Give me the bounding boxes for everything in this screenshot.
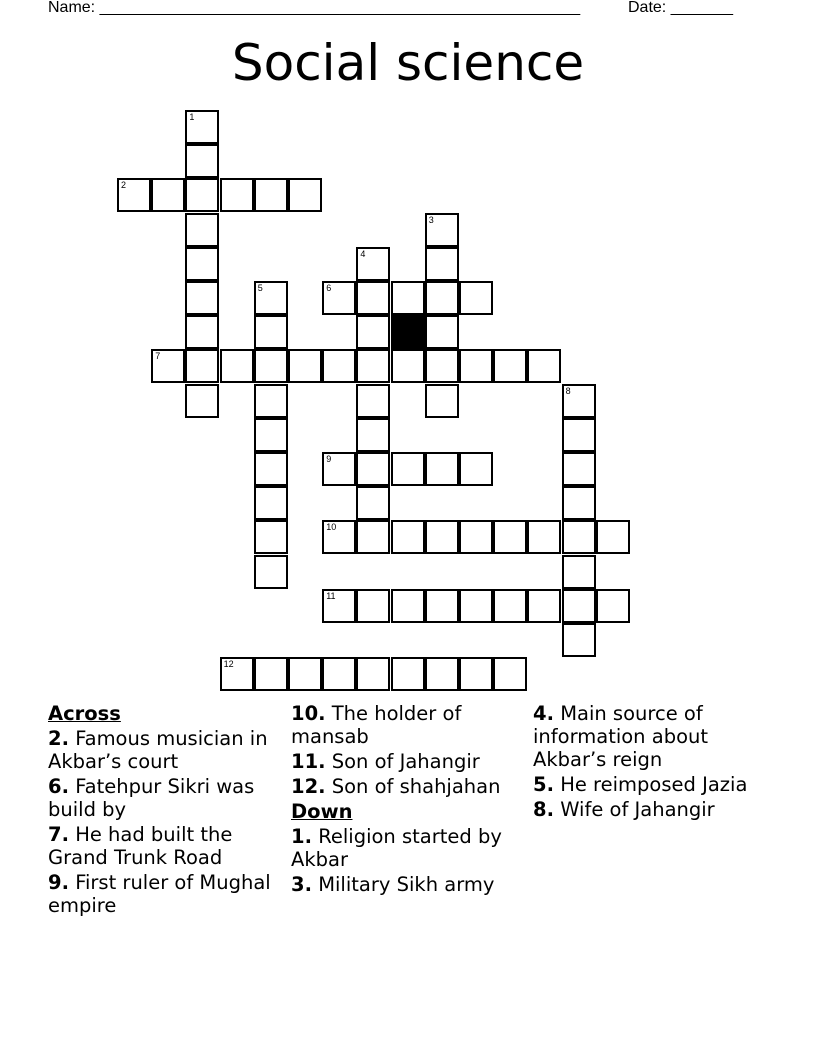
crossword-cell[interactable] <box>254 520 288 554</box>
clue-number: 1. <box>291 825 312 848</box>
crossword-cell[interactable] <box>425 384 459 418</box>
crossword-cell[interactable] <box>254 349 288 383</box>
crossword-cell[interactable] <box>356 247 390 281</box>
crossword-cell[interactable] <box>356 657 390 691</box>
crossword-cell[interactable] <box>527 349 561 383</box>
clue-number: 2. <box>48 727 69 750</box>
crossword-cell[interactable] <box>562 486 596 520</box>
clue-across-9 <box>48 871 278 917</box>
clue-number-label: 9 <box>326 454 332 464</box>
crossword-cell[interactable] <box>322 589 356 623</box>
crossword-cell[interactable] <box>425 213 459 247</box>
crossword-cell[interactable] <box>425 349 459 383</box>
crossword-cell[interactable] <box>493 589 527 623</box>
crossword-cell[interactable] <box>356 589 390 623</box>
crossword-cell[interactable] <box>185 349 219 383</box>
crossword-cell[interactable] <box>288 657 322 691</box>
clues-column-3 <box>533 702 773 823</box>
crossword-cell[interactable] <box>459 281 493 315</box>
clue-text: Fatehpur Sikri was build by <box>48 775 255 821</box>
crossword-cell[interactable] <box>185 144 219 178</box>
clue-number: 10. <box>291 702 326 725</box>
clue-number: 7. <box>48 823 69 846</box>
crossword-cell[interactable] <box>425 281 459 315</box>
crossword-cell[interactable] <box>322 520 356 554</box>
across-heading: Across <box>48 702 121 725</box>
crossword-cell[interactable] <box>356 384 390 418</box>
clue-number: 11. <box>291 750 326 773</box>
crossword-cell[interactable] <box>356 281 390 315</box>
crossword-cell[interactable] <box>356 486 390 520</box>
crossword-cell[interactable] <box>185 315 219 349</box>
clue-down-8 <box>533 798 773 821</box>
crossword-cell[interactable] <box>322 657 356 691</box>
clue-text: Main source of information about Akbar’s reign <box>533 702 709 771</box>
crossword-cell[interactable] <box>254 657 288 691</box>
clue-across-11 <box>291 750 526 773</box>
crossword-cell[interactable] <box>254 178 288 212</box>
crossword-cell[interactable] <box>527 520 561 554</box>
crossword-cell[interactable] <box>562 555 596 589</box>
clue-number: 3. <box>291 873 312 896</box>
clue-across-6 <box>48 775 278 821</box>
crossword-cell[interactable] <box>185 178 219 212</box>
down-heading: Down <box>291 800 353 823</box>
clue-number-label: 1 <box>189 112 195 122</box>
crossword-cell[interactable] <box>596 520 630 554</box>
crossword-cell[interactable] <box>185 110 219 144</box>
clue-text: He reimposed Jazia <box>560 773 748 796</box>
clue-across-10 <box>291 702 526 748</box>
crossword-cell[interactable] <box>562 623 596 657</box>
crossword-cell[interactable] <box>425 315 459 349</box>
crossword-cell[interactable] <box>425 452 459 486</box>
crossword-cell[interactable] <box>493 520 527 554</box>
clue-number-label: 5 <box>257 283 263 293</box>
crossword-cell[interactable] <box>220 349 254 383</box>
crossword-cell[interactable] <box>220 178 254 212</box>
crossword-cell[interactable] <box>391 520 425 554</box>
crossword-cell[interactable] <box>356 349 390 383</box>
crossword-cell[interactable] <box>220 657 254 691</box>
crossword-cell[interactable] <box>254 452 288 486</box>
crossword-black-cell <box>391 315 425 349</box>
crossword-cell[interactable] <box>254 384 288 418</box>
crossword-cell[interactable] <box>356 418 390 452</box>
crossword-cell[interactable] <box>425 247 459 281</box>
clue-number-label: 11 <box>326 590 336 601</box>
crossword-cell[interactable] <box>254 486 288 520</box>
clue-number-label: 3 <box>428 214 434 225</box>
date-field: Date: _______ <box>628 0 733 16</box>
clue-across-12 <box>291 775 526 798</box>
crossword-cell[interactable] <box>356 452 390 486</box>
crossword-cell[interactable] <box>425 589 459 623</box>
crossword-cell[interactable] <box>425 657 459 691</box>
crossword-cell[interactable] <box>254 315 288 349</box>
crossword-cell[interactable] <box>288 178 322 212</box>
crossword-cell[interactable] <box>527 589 561 623</box>
crossword-cell[interactable] <box>185 247 219 281</box>
crossword-cell[interactable] <box>493 349 527 383</box>
crossword-cell[interactable] <box>493 657 527 691</box>
crossword-cell[interactable] <box>254 555 288 589</box>
clue-number-label: 2 <box>121 180 127 191</box>
clue-across-7 <box>48 823 278 869</box>
crossword-cell[interactable] <box>288 349 322 383</box>
clue-text: Wife of Jahangir <box>560 798 715 821</box>
crossword-cell[interactable] <box>185 213 219 247</box>
clue-number-label: 8 <box>565 385 571 396</box>
crossword-cell[interactable] <box>562 589 596 623</box>
crossword-cell[interactable] <box>185 384 219 418</box>
crossword-cell[interactable] <box>562 418 596 452</box>
clue-down-5 <box>533 773 773 796</box>
clue-down-3 <box>291 873 526 896</box>
clue-text: Religion started by Akbar <box>291 825 502 871</box>
crossword-cell[interactable] <box>459 520 493 554</box>
crossword-cell[interactable] <box>322 281 356 315</box>
name-field: Name: ______________________________________________________ <box>48 0 581 16</box>
page-title: Social science <box>231 34 585 92</box>
clue-text: Son of shahjahan <box>331 775 501 798</box>
clue-text: Son of Jahangir <box>331 750 480 773</box>
crossword-cell[interactable] <box>356 315 390 349</box>
clue-down-1 <box>291 825 526 871</box>
crossword-cell[interactable] <box>459 349 493 383</box>
crossword-cell[interactable] <box>391 452 425 486</box>
clues-column-2 <box>291 702 526 898</box>
crossword-cell[interactable] <box>117 178 151 212</box>
crossword-cell[interactable] <box>562 520 596 554</box>
clue-text: Famous musician in Akbar’s court <box>48 727 268 773</box>
crossword-cell[interactable] <box>562 384 596 418</box>
crossword-cell[interactable] <box>322 452 356 486</box>
clue-across-2 <box>48 727 278 773</box>
clue-number: 4. <box>533 702 554 725</box>
crossword-cell[interactable] <box>562 452 596 486</box>
crossword-cell[interactable] <box>185 281 219 315</box>
crossword-cell[interactable] <box>596 589 630 623</box>
clue-down-4 <box>533 702 773 771</box>
clue-number: 5. <box>533 773 554 796</box>
clue-number-label: 6 <box>326 283 332 293</box>
crossword-cell[interactable] <box>425 520 459 554</box>
clue-text: He had built the Grand Trunk Road <box>48 823 233 869</box>
clue-number: 6. <box>48 775 69 798</box>
crossword-cell[interactable] <box>322 349 356 383</box>
crossword-cell[interactable] <box>254 281 288 315</box>
crossword-cell[interactable] <box>391 657 425 691</box>
clue-number: 9. <box>48 871 69 894</box>
crossword-cell[interactable] <box>459 452 493 486</box>
crossword-cell[interactable] <box>459 589 493 623</box>
crossword-cell[interactable] <box>391 349 425 383</box>
crossword-cell[interactable] <box>151 178 185 212</box>
crossword-cell[interactable] <box>356 520 390 554</box>
clues-column-1 <box>48 702 278 919</box>
clue-number: 8. <box>533 798 554 821</box>
clue-text: The holder of mansab <box>291 702 462 748</box>
clue-text: First ruler of Mughal empire <box>48 871 271 917</box>
clue-number: 12. <box>291 775 326 798</box>
crossword-cell[interactable] <box>391 589 425 623</box>
clue-number-label: 7 <box>155 351 161 362</box>
crossword-cell[interactable] <box>459 657 493 691</box>
crossword-cell[interactable] <box>254 418 288 452</box>
clue-number-label: 10 <box>326 522 337 533</box>
clue-number-label: 4 <box>360 248 366 259</box>
crossword-cell[interactable] <box>151 349 185 383</box>
crossword-cell[interactable] <box>391 281 425 315</box>
clue-text: Military Sikh army <box>318 873 495 896</box>
clue-number-label: 12 <box>223 659 234 670</box>
